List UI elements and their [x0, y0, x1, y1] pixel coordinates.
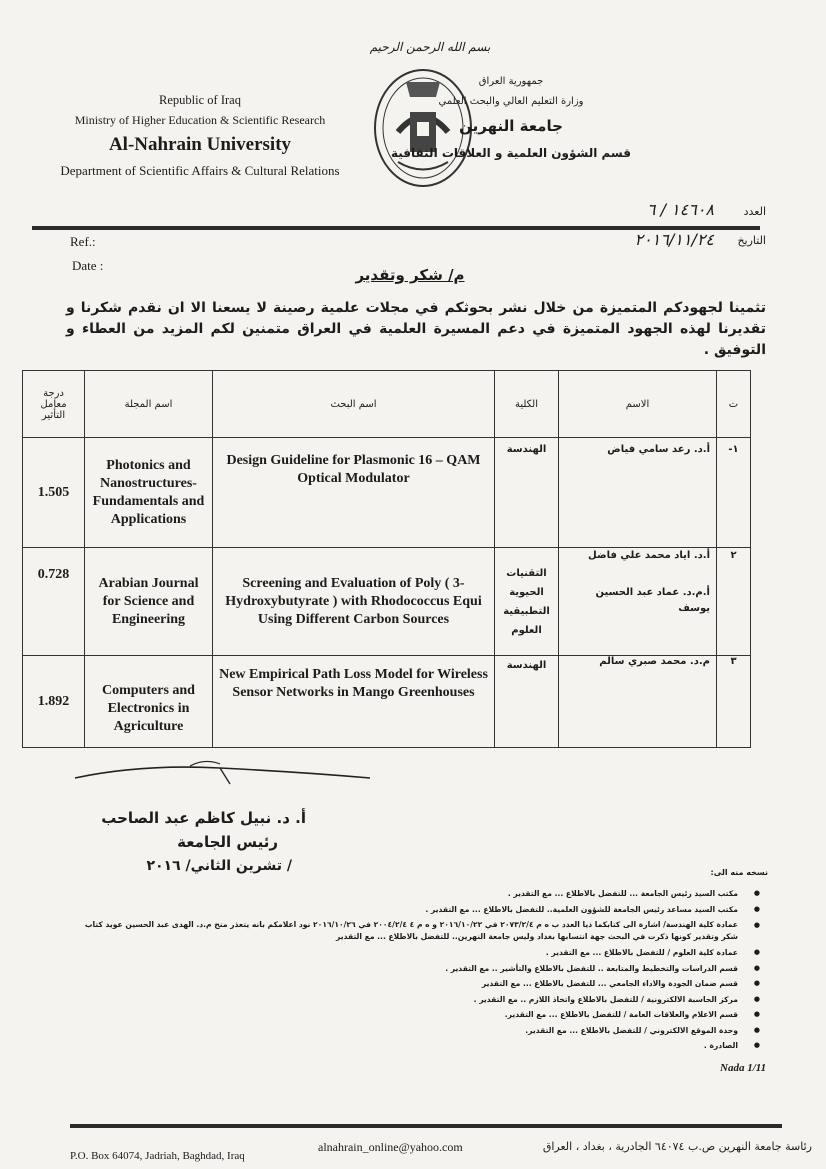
ministry-en: Ministry of Higher Education & Scientific Research	[74, 113, 326, 127]
university-ar: جامعة النهرين	[459, 117, 563, 135]
list-item: ● مركز الحاسبة الالكترونية / للتفضل بالاطلاع واتخاذ اللازم .. مع التقدير .	[70, 992, 760, 1008]
signature-block	[86, 806, 306, 878]
ref-label: Ref.:	[70, 234, 96, 249]
typist-note: Nada 1/11	[720, 1062, 767, 1074]
college-cell: التقنيات الحيوية التطبيقية العلوم	[495, 548, 559, 656]
date-value: ٢٠١٦/١١/٢٤	[634, 230, 714, 249]
list-item: ● عمادة كلية العلوم / للتفضل بالاطلاع ... مع التقدير .	[70, 945, 760, 961]
date-label: Date :	[72, 258, 104, 273]
journal-cell: Computers and Electronics in Agriculture	[85, 656, 213, 748]
footer-email: alnahrain_online@yahoo.com	[318, 1140, 463, 1154]
col-header-title: اسم البحث	[213, 371, 495, 438]
footer-address-en: P.O. Box 64074, Jadriah, Baghdad, Iraq	[70, 1150, 245, 1162]
journal-cell: Photonics and Nanostructures- Fundamentals and Applications	[85, 438, 213, 548]
impact-cell: 1.505	[23, 438, 85, 548]
letter-subject: م/ شكر وتقدير	[355, 266, 465, 284]
col-header-num: ت	[717, 371, 751, 438]
ministry-ar: وزارة التعليم العالي والبحث العلمي	[438, 96, 584, 107]
department-en: Department of Scientific Affairs & Cultural Relations	[60, 163, 340, 178]
signature-scribble	[70, 756, 390, 806]
table-header-row	[23, 371, 751, 438]
col-header-name: الاسم	[559, 371, 717, 438]
researcher-name: أ.د. رعد سامي فياض	[607, 444, 710, 455]
header-ar	[386, 72, 636, 166]
name-cell	[559, 438, 717, 548]
list-item: ● قسم ضمان الجودة والاداء الجامعي ... للتفضل بالاطلاع ... مع التقدير	[70, 976, 760, 992]
list-item: ● قسم الاعلام والعلاقات العامة / للتفضل بالاطلاع ... مع التقدير.	[70, 1007, 760, 1023]
num-cell: ٣	[717, 656, 751, 748]
department-ar: قسم الشؤون العلمية و العلاقات الثقافية	[390, 146, 631, 160]
country-en: Republic of Iraq	[159, 93, 241, 107]
title-cell: New Empirical Path Loss Model for Wireless Sensor Networks in Mango Greenhouses	[213, 656, 495, 748]
col-header-college: الكلية	[495, 371, 559, 438]
cc-heading: نسخه منه الى:	[710, 868, 768, 877]
footer-address-ar: رئاسة جامعة النهرين ص.ب ٦٤٠٧٤ الجادرية ، بغداد ، العراق	[542, 1140, 812, 1153]
letter-body: تثمينا لجهودكم المتميزة من خلال نشر بحوثكم في مجلات علمية رصينة لا يسعنا الا ان نقدم شكرنا و تقديرنا لهذه الجهود المتميزة في دعم المسيرة العلمية في العراق متمنين لكم المزيد من العطاء و التوفيق .	[66, 300, 766, 358]
college-cell: الهندسة	[495, 656, 559, 748]
college-cell: الهندسة	[495, 438, 559, 548]
table-row	[23, 656, 751, 748]
basmala: بسم الله الرحمن الرحيم	[369, 40, 491, 54]
title-cell: Screening and Evaluation of Poly ( 3-Hydroxybutyrate ) with Rhodococcus Equi Using Different Carbon Sources	[213, 548, 495, 656]
signer-name: أ. د. نبيل كاظم عبد الصاحب	[101, 809, 306, 827]
list-item: ● عمادة كلية الهندسة/ اشارة الى كتابكما ذيا العدد ب ه م ٢٠٧٣/٢/٤ في ٢٠١٦/١٠/٢٢ و ه م ٤ ٢٠٠٤/٢/٤ في ٢٠١٦/١٠/٢٦ نود اعلامكم بانه يتعذر منح م.د. الهدى عبد الحسين عويد كتاب شكر وتقدير كونها ذكرت في البحث جهة انتسابها بغداد وليس جامعة النهرين.. للتفضل بالاطلاع ... مع التقدير	[70, 919, 760, 943]
researcher-name: أ.م.د. عماد عبد الحسين يوسف	[595, 587, 710, 614]
name-cell	[559, 656, 717, 748]
signature-date: / تشرين الثاني/ ٢٠١٦	[146, 858, 292, 874]
date-label-ar: التاريخ	[737, 234, 766, 247]
name-cell	[559, 548, 717, 656]
header-en	[40, 90, 360, 182]
list-item: ● الصادرة .	[70, 1038, 760, 1054]
num-cell: ١-	[717, 438, 751, 548]
impact-cell: 1.892	[23, 656, 85, 748]
list-item: ● وحدة الموقع الالكتروني / للتفضل بالاطلاع ... مع التقدير.	[70, 1023, 760, 1039]
country-ar: جمهورية العراق	[478, 76, 544, 87]
table-row	[23, 548, 751, 656]
signer-title: رئيس الجامعة	[177, 833, 278, 851]
list-item: ● مكتب السيد رئيس الجامعة ... للتفضل بالاطلاع ... مع التقدير .	[70, 886, 760, 902]
list-item: ● مكتب السيد مساعد رئيس الجامعة للشؤون العلمية.. للتفضل بالاطلاع ... مع التقدير .	[70, 902, 760, 918]
num-cell: ٢	[717, 548, 751, 656]
table-row	[23, 438, 751, 548]
researcher-name: م.د. محمد صبري سالم	[599, 656, 710, 667]
number-label-ar: العدد	[743, 205, 766, 218]
journal-cell: Arabian Journal for Science and Engineering	[85, 548, 213, 656]
number-value: ١٤٦٠٨ / ٦	[646, 200, 714, 219]
footer-rule	[70, 1124, 782, 1128]
col-header-journal: اسم المجلة	[85, 371, 213, 438]
col-header-impact: درجة معامل التأثير	[23, 371, 85, 438]
cc-list	[70, 886, 760, 1054]
research-table	[22, 370, 751, 748]
title-cell: Design Guideline for Plasmonic 16 – QAM Optical Modulator	[213, 438, 495, 548]
university-en: Al-Nahrain University	[108, 134, 292, 155]
researcher-name: أ.د. اياد محمد علي فاضل	[588, 550, 710, 561]
impact-cell: 0.728	[23, 548, 85, 656]
list-item: ● قسم الدراسات والتخطيط والمتابعة .. للتفضل بالاطلاع والتأشير .. مع التقدير .	[70, 961, 760, 977]
